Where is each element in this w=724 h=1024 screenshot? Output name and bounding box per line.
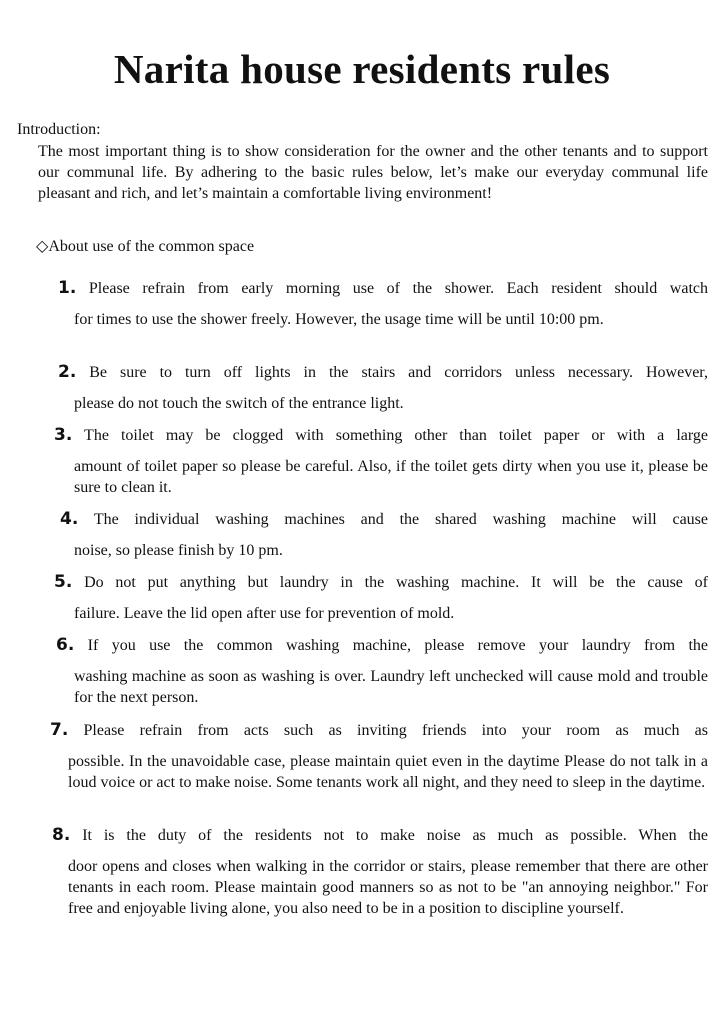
diamond-icon: ◇ — [36, 236, 49, 255]
rule-text: It is the duty of the residents not to make noise as much as possible. When the — [82, 827, 709, 844]
rule-continuation: for times to use the shower freely. However, the usage time will be until 10:00 pm. — [74, 311, 604, 328]
rule-number: 4. — [60, 509, 79, 529]
page-title: Narita house residents rules — [113, 46, 611, 92]
rule-continuation: noise, so please finish by 10 pm. — [74, 542, 283, 559]
rule-number: 3. — [54, 425, 73, 445]
intro-label: Introduction: — [17, 121, 101, 138]
rule-item-7 — [50, 719, 708, 793]
rule-number: 5. — [54, 572, 73, 592]
rule-continuation: failure. Leave the lid open after use for prevention of mold. — [74, 605, 455, 622]
rule-continuation: door opens and closes when walking in the corridor or stairs, please remember that there are other tenants in each room. Please maintain good manners so as not to be "an annoying neighbor." For free and enjoyable living alone, you also need to be in a position to discipline yourself. — [68, 858, 708, 917]
rule-item-1 — [58, 277, 708, 330]
rule-number: 1. — [58, 278, 77, 298]
section-heading — [36, 235, 254, 257]
rule-continuation: washing machine as soon as washing is over. Laundry left unchecked will cause mold and trouble for the next person. — [74, 668, 708, 706]
rule-first-line — [54, 571, 708, 594]
rule-first-line — [52, 824, 708, 847]
rule-continuation: please do not touch the switch of the entrance light. — [74, 395, 404, 412]
rule-item-8 — [52, 824, 708, 919]
rule-number: 7. — [50, 720, 69, 740]
rule-first-line — [54, 424, 708, 447]
rule-item-4 — [60, 508, 708, 561]
rule-number: 8. — [52, 825, 71, 845]
rule-item-6 — [56, 634, 708, 708]
rule-first-line — [56, 634, 708, 657]
rule-text: If you use the common washing machine, please remove your laundry from the — [87, 637, 708, 654]
rule-text: Do not put anything but laundry in the washing machine. It will be the cause of — [84, 574, 708, 591]
rule-continuation: possible. In the unavoidable case, please maintain quiet even in the daytime Please do not talk in a loud voice or act to make noise. Some tenants work all night, and they need to sleep in the daytime. — [68, 753, 708, 791]
rule-text: The individual washing machines and the shared washing machine will cause — [93, 511, 708, 528]
rule-first-line — [58, 277, 708, 300]
rule-first-line — [60, 508, 708, 531]
rule-first-line — [50, 719, 708, 742]
rule-number: 6. — [56, 635, 75, 655]
rule-text: Please refrain from early morning use of the shower. Each resident should watch — [88, 280, 708, 297]
rule-text: Be sure to turn off lights in the stairs and corridors unless necessary. However, — [89, 364, 708, 381]
rule-first-line — [58, 361, 708, 384]
rule-item-5 — [54, 571, 708, 624]
section-heading-text: About use of the common space — [48, 238, 255, 255]
rule-number: 2. — [58, 362, 77, 382]
rule-text: Please refrain from acts such as inviting friends into your room as much as — [83, 722, 709, 739]
rule-item-2 — [58, 361, 708, 414]
intro-paragraph: The most important thing is to show consideration for the owner and the other tenants and to support our communal life. By adhering to the basic rules below, let’s make our everyday communal life pleasant and rich, and let’s maintain a comfortable living environment! — [38, 143, 708, 202]
rule-text: The toilet may be clogged with something other than toilet paper or with a large — [84, 427, 709, 444]
rule-item-3 — [54, 424, 708, 498]
rule-continuation: amount of toilet paper so please be careful. Also, if the toilet gets dirty when you use it, please be sure to clean it. — [74, 458, 708, 496]
